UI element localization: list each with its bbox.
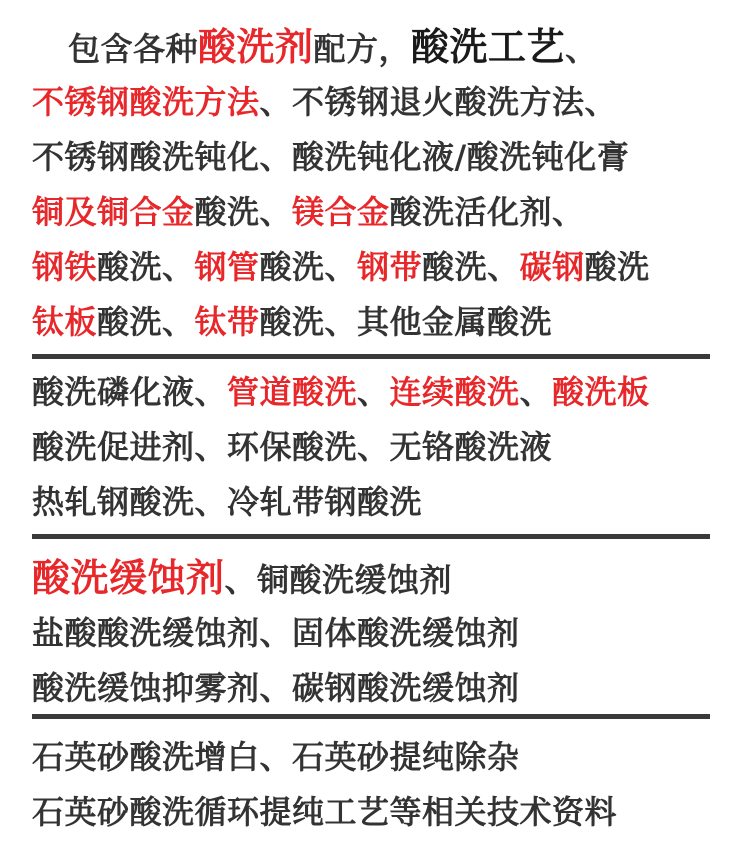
text-line xyxy=(32,737,520,777)
body-text: 配方， xyxy=(313,30,412,68)
body-text: 酸洗活化剂、 xyxy=(389,193,585,231)
highlight-text: 连续酸洗 xyxy=(389,373,520,411)
section-divider xyxy=(32,714,710,719)
highlight-text: 钢铁 xyxy=(32,248,98,286)
text-line xyxy=(32,372,650,412)
body-text: 酸洗、 xyxy=(422,248,520,286)
text-line xyxy=(32,613,520,653)
highlight-text: 不锈钢酸洗方法 xyxy=(32,83,260,121)
text-line xyxy=(32,82,617,122)
highlight-text: 碳钢 xyxy=(519,248,585,286)
text-line xyxy=(68,27,598,67)
text-line xyxy=(32,792,617,832)
highlight-text: 酸洗板 xyxy=(552,373,650,411)
body-text: 热轧钢酸洗、冷轧带钢酸洗 xyxy=(32,483,423,521)
body-text: 酸洗、 xyxy=(97,303,195,341)
highlight-text: 铜及铜合金 xyxy=(32,193,195,231)
text-line xyxy=(32,427,552,467)
body-text: 酸洗、其他金属酸洗 xyxy=(259,303,553,341)
text-line xyxy=(32,137,629,177)
body-text: 酸洗磷化液、 xyxy=(32,373,228,411)
body-text: 、不锈钢退火酸洗方法、 xyxy=(259,83,618,121)
body-text: 酸洗工艺 xyxy=(411,25,566,69)
body-text: 包含各种 xyxy=(68,30,199,68)
body-text: 酸洗、 xyxy=(97,248,195,286)
body-text: 酸洗、 xyxy=(194,193,293,231)
body-text: 不锈钢酸洗钝化、酸洗钝化液/酸洗钝化膏 xyxy=(32,138,630,176)
body-text: 石英砂酸洗增白、石英砂提纯除杂 xyxy=(32,738,520,776)
highlight-text: 钛板 xyxy=(32,303,98,341)
text-line xyxy=(32,192,585,232)
body-text: 酸洗缓蚀抑雾剂、碳钢酸洗缓蚀剂 xyxy=(32,669,520,707)
highlight-text: 管道酸洗 xyxy=(227,373,358,411)
text-line xyxy=(32,482,422,522)
highlight-text: 镁合金 xyxy=(292,193,390,231)
section-divider xyxy=(32,534,710,539)
highlight-text: 酸洗剂 xyxy=(198,25,314,69)
text-line xyxy=(32,668,520,708)
body-text: 酸洗 xyxy=(584,248,650,286)
highlight-text: 钢带 xyxy=(357,248,423,286)
body-text: 石英砂酸洗循环提纯工艺等相关技术资料 xyxy=(32,793,618,831)
body-text: 酸洗、 xyxy=(259,248,358,286)
text-line xyxy=(32,247,650,287)
body-text: 、 xyxy=(519,373,553,411)
body-text: 盐酸酸洗缓蚀剂、固体酸洗缓蚀剂 xyxy=(32,614,520,652)
text-line xyxy=(32,302,552,342)
highlight-text: 钢管 xyxy=(194,248,260,286)
text-line xyxy=(32,558,452,598)
body-text: 酸洗促进剂、环保酸洗、无铬酸洗液 xyxy=(32,428,553,466)
body-text: 、 xyxy=(357,373,390,411)
body-text: 、铜酸洗缓蚀剂 xyxy=(224,561,453,599)
highlight-text: 钛带 xyxy=(194,303,260,341)
section-divider xyxy=(32,354,710,359)
body-text: 、 xyxy=(565,30,598,68)
highlight-text: 酸洗缓蚀剂 xyxy=(32,556,225,600)
